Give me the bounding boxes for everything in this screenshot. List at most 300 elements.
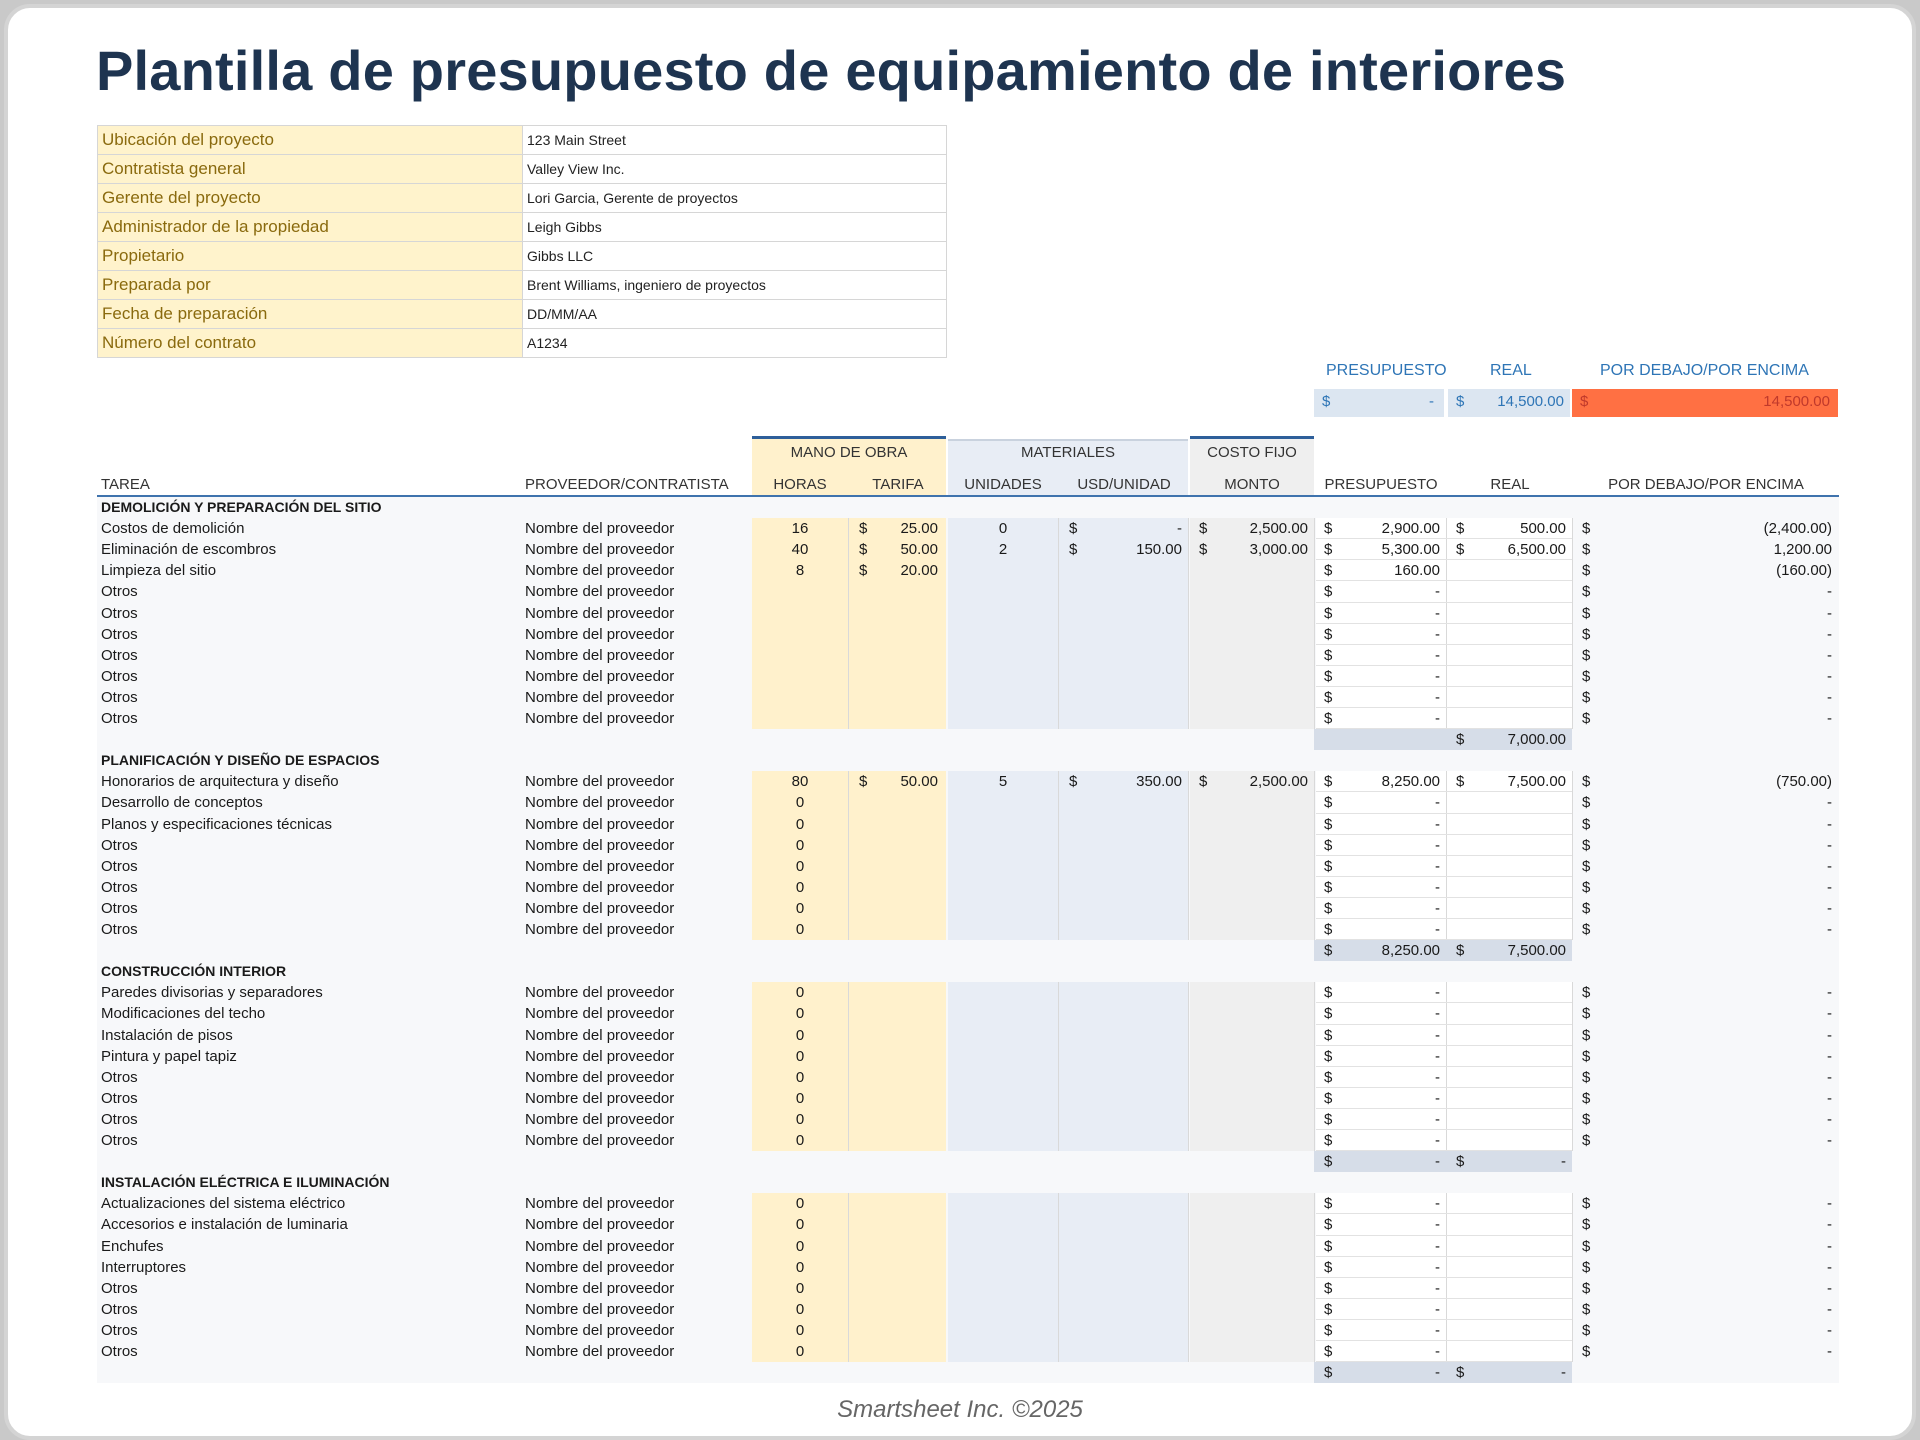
- vendor-cell[interactable]: Nombre del proveedor: [525, 1237, 675, 1255]
- currency-symbol: $: [1199, 773, 1208, 791]
- task-cell[interactable]: Desarrollo de conceptos: [101, 794, 263, 812]
- currency-symbol: $: [1324, 646, 1333, 664]
- currency-symbol: $: [1582, 984, 1591, 1002]
- currency-symbol: $: [1582, 1195, 1591, 1213]
- currency-symbol: $: [1582, 1005, 1591, 1023]
- currency-symbol: $: [1582, 1132, 1591, 1149]
- col-vendor: PROVEEDOR/CONTRATISTA: [525, 476, 729, 493]
- vendor-cell[interactable]: Nombre del proveedor: [525, 984, 675, 1002]
- task-cell[interactable]: Otros: [101, 1089, 138, 1107]
- currency-symbol: $: [1324, 1132, 1333, 1149]
- variance-cell: -: [1827, 836, 1832, 854]
- task-cell[interactable]: Accesorios e instalación de luminaria: [101, 1216, 348, 1234]
- budget-cell: -: [1435, 1216, 1440, 1234]
- info-value-cell[interactable]: Brent Williams, ingeniero de proyectos: [523, 271, 947, 300]
- amount-cell[interactable]: 2,500.00: [1249, 520, 1308, 538]
- subtotal-actual: 7,000.00: [1507, 731, 1566, 749]
- info-row: [98, 242, 947, 271]
- task-cell[interactable]: Otros: [101, 1068, 138, 1086]
- task-cell[interactable]: Otros: [101, 667, 138, 685]
- vendor-cell[interactable]: Nombre del proveedor: [525, 878, 675, 896]
- vendor-cell[interactable]: Nombre del proveedor: [525, 541, 675, 559]
- vendor-cell[interactable]: Nombre del proveedor: [525, 520, 675, 538]
- budget-cell: -: [1435, 857, 1440, 875]
- variance-cell: -: [1827, 1343, 1832, 1360]
- column-divider: [1188, 1193, 1189, 1362]
- summary-actual-value: 14,500.00: [1497, 393, 1564, 410]
- task-cell[interactable]: Enchufes: [101, 1237, 164, 1255]
- currency-symbol: $: [1324, 1153, 1333, 1171]
- hours-cell[interactable]: 0: [795, 984, 805, 1002]
- budget-cell: -: [1435, 1110, 1440, 1128]
- variance-cell: (160.00): [1776, 562, 1832, 580]
- vendor-cell[interactable]: Nombre del proveedor: [525, 1089, 675, 1107]
- currency-symbol: $: [1580, 393, 1589, 410]
- hours-cell[interactable]: 80: [791, 773, 809, 791]
- currency-symbol: $: [1582, 1321, 1591, 1339]
- column-divider: [1314, 1193, 1315, 1362]
- variance-cell: -: [1827, 1089, 1832, 1107]
- currency-symbol: $: [1324, 541, 1333, 559]
- budget-cell: -: [1435, 921, 1440, 938]
- info-label: Gerente del proyecto: [98, 184, 523, 213]
- vendor-cell[interactable]: Nombre del proveedor: [525, 1047, 675, 1065]
- hours-cell[interactable]: 16: [791, 520, 809, 538]
- hours-cell[interactable]: 8: [795, 562, 805, 580]
- unit-price-cell[interactable]: -: [1177, 520, 1182, 538]
- task-cell[interactable]: Otros: [101, 583, 138, 601]
- footer-credit: Smartsheet Inc. ©2025: [837, 1396, 1083, 1423]
- page-title: Plantilla de presupuesto de equipamiento de interiores: [96, 39, 1567, 102]
- info-label: Fecha de preparación: [98, 300, 523, 329]
- vendor-cell[interactable]: Nombre del proveedor: [525, 1068, 675, 1086]
- budget-cell: -: [1435, 1195, 1440, 1213]
- hours-cell[interactable]: 0: [795, 1195, 805, 1213]
- column-divider: [848, 1193, 849, 1362]
- currency-symbol: $: [1324, 1089, 1333, 1107]
- currency-symbol: $: [1324, 1068, 1333, 1086]
- task-cell[interactable]: Planos y especificaciones técnicas: [101, 815, 332, 833]
- budget-cell: -: [1435, 710, 1440, 727]
- currency-symbol: $: [1324, 520, 1333, 538]
- info-value-cell[interactable]: Valley View Inc.: [523, 155, 947, 184]
- vendor-cell[interactable]: Nombre del proveedor: [525, 625, 675, 643]
- column-divider: [1572, 771, 1573, 940]
- task-cell[interactable]: Otros: [101, 878, 138, 896]
- currency-symbol: $: [1324, 1237, 1333, 1255]
- currency-symbol: $: [1582, 794, 1591, 812]
- currency-symbol: $: [1456, 393, 1465, 410]
- hours-cell[interactable]: 0: [795, 1089, 805, 1107]
- column-divider: [1058, 1193, 1059, 1362]
- budget-cell: -: [1435, 1258, 1440, 1276]
- vendor-cell[interactable]: Nombre del proveedor: [525, 1132, 675, 1149]
- currency-symbol: $: [1069, 541, 1078, 559]
- summary-budget-cell[interactable]: [1314, 389, 1444, 417]
- summary-variance-label: POR DEBAJO/POR ENCIMA: [1600, 362, 1809, 379]
- task-cell[interactable]: Otros: [101, 836, 138, 854]
- budget-cell: -: [1435, 794, 1440, 812]
- currency-symbol: $: [1324, 1110, 1333, 1128]
- hours-cell[interactable]: 0: [795, 1258, 805, 1276]
- section-title: INSTALACIÓN ELÉCTRICA E ILUMINACIÓN: [101, 1174, 390, 1191]
- hours-cell[interactable]: 0: [795, 1005, 805, 1023]
- materials-column-bg: [948, 982, 1188, 1151]
- fixed-column-bg: [1190, 982, 1314, 1151]
- amount-cell[interactable]: 3,000.00: [1249, 541, 1308, 559]
- currency-symbol: $: [1582, 1047, 1591, 1065]
- variance-cell: -: [1827, 815, 1832, 833]
- col-rate: TARIFA: [872, 476, 924, 493]
- currency-symbol: $: [1324, 667, 1333, 685]
- units-cell[interactable]: 2: [998, 541, 1008, 559]
- unit-price-cell[interactable]: 350.00: [1136, 773, 1182, 791]
- task-cell[interactable]: Modificaciones del techo: [101, 1005, 266, 1023]
- info-value-cell[interactable]: Lori Garcia, Gerente de proyectos: [523, 184, 947, 213]
- currency-symbol: $: [1324, 1258, 1333, 1276]
- summary-budget-value: -: [1429, 393, 1434, 410]
- task-cell[interactable]: Otros: [101, 899, 138, 917]
- task-cell[interactable]: Eliminación de escombros: [101, 541, 277, 559]
- vendor-cell[interactable]: Nombre del proveedor: [525, 562, 675, 580]
- column-divider: [1314, 518, 1315, 729]
- vendor-cell[interactable]: Nombre del proveedor: [525, 1300, 675, 1318]
- variance-cell: -: [1827, 878, 1832, 896]
- currency-symbol: $: [1324, 773, 1333, 791]
- currency-symbol: $: [1582, 773, 1591, 791]
- col-unit-price: USD/UNIDAD: [1077, 476, 1171, 493]
- task-cell[interactable]: Otros: [101, 1321, 138, 1339]
- variance-cell: -: [1827, 1300, 1832, 1318]
- col-actual: REAL: [1490, 476, 1530, 493]
- section-title: DEMOLICIÓN Y PREPARACIÓN DEL SITIO: [101, 499, 382, 515]
- variance-cell: 1,200.00: [1773, 541, 1832, 559]
- currency-symbol: $: [1582, 1237, 1591, 1255]
- info-row: [98, 126, 947, 155]
- hours-cell[interactable]: 40: [791, 541, 809, 559]
- variance-cell: -: [1827, 857, 1832, 875]
- hours-cell[interactable]: 0: [795, 1026, 805, 1044]
- currency-symbol: $: [1324, 1195, 1333, 1213]
- currency-symbol: $: [1582, 583, 1591, 601]
- currency-symbol: $: [1582, 1026, 1591, 1044]
- vendor-cell[interactable]: Nombre del proveedor: [525, 710, 675, 727]
- currency-symbol: $: [1582, 857, 1591, 875]
- info-value-cell[interactable]: Gibbs LLC: [523, 242, 947, 271]
- rate-cell[interactable]: 25.00: [900, 520, 938, 538]
- column-divider: [1058, 518, 1059, 729]
- column-divider: [1188, 982, 1189, 1151]
- task-cell[interactable]: Otros: [101, 857, 138, 875]
- rate-cell[interactable]: 50.00: [900, 773, 938, 791]
- variance-cell: -: [1827, 1005, 1832, 1023]
- col-amount: MONTO: [1224, 476, 1280, 493]
- summary-variance-cell[interactable]: [1572, 389, 1838, 417]
- amount-cell[interactable]: 2,500.00: [1249, 773, 1308, 791]
- fixed-column-bg: [1190, 771, 1314, 940]
- budget-cell: 2,900.00: [1381, 520, 1440, 538]
- budget-cell: -: [1435, 1068, 1440, 1086]
- vendor-cell[interactable]: Nombre del proveedor: [525, 1279, 675, 1297]
- info-label: Preparada por: [98, 271, 523, 300]
- variance-cell: -: [1827, 625, 1832, 643]
- variance-cell: -: [1827, 794, 1832, 812]
- units-cell[interactable]: 0: [998, 520, 1008, 538]
- hours-cell[interactable]: 0: [795, 794, 805, 812]
- column-divider: [848, 982, 849, 1151]
- budget-cell: -: [1435, 815, 1440, 833]
- task-cell[interactable]: Otros: [101, 921, 138, 938]
- subtotal-budget: -: [1435, 1364, 1440, 1382]
- currency-symbol: $: [1456, 731, 1465, 749]
- vendor-cell[interactable]: Nombre del proveedor: [525, 667, 675, 685]
- variance-cell: -: [1827, 899, 1832, 917]
- budget-cell: -: [1435, 1300, 1440, 1318]
- currency-symbol: $: [1582, 1068, 1591, 1086]
- task-cell[interactable]: Limpieza del sitio: [101, 562, 217, 580]
- currency-symbol: $: [1069, 773, 1078, 791]
- hours-cell[interactable]: 0: [795, 899, 805, 917]
- variance-cell: -: [1827, 710, 1832, 727]
- currency-symbol: $: [859, 520, 868, 538]
- currency-symbol: $: [1324, 710, 1333, 727]
- variance-cell: (750.00): [1776, 773, 1832, 791]
- currency-symbol: $: [1324, 688, 1333, 706]
- task-cell[interactable]: Pintura y papel tapiz: [101, 1047, 237, 1065]
- currency-symbol: $: [1582, 541, 1591, 559]
- subtotal-actual: 7,500.00: [1507, 942, 1566, 960]
- currency-symbol: $: [1582, 1089, 1591, 1107]
- section-title: PLANIFICACIÓN Y DISEÑO DE ESPACIOS: [101, 752, 380, 769]
- currency-symbol: $: [1324, 836, 1333, 854]
- variance-cell: -: [1827, 1237, 1832, 1255]
- variance-cell: -: [1827, 1047, 1832, 1065]
- currency-symbol: $: [859, 541, 868, 559]
- task-cell[interactable]: Otros: [101, 688, 138, 706]
- task-cell[interactable]: Instalación de pisos: [101, 1026, 233, 1044]
- column-divider: [848, 771, 849, 940]
- variance-cell: -: [1827, 667, 1832, 685]
- variance-cell: -: [1827, 984, 1832, 1002]
- hours-cell[interactable]: 0: [795, 921, 805, 938]
- currency-symbol: $: [1324, 984, 1333, 1002]
- info-row: [98, 213, 947, 242]
- task-cell[interactable]: Actualizaciones del sistema eléctrico: [101, 1195, 346, 1213]
- currency-symbol: $: [1582, 520, 1591, 538]
- hours-cell[interactable]: 0: [795, 1343, 805, 1360]
- budget-cell: 160.00: [1394, 562, 1440, 580]
- spreadsheet-page: [4, 4, 1916, 1440]
- info-label: Administrador de la propiedad: [98, 213, 523, 242]
- subtotal-actual: -: [1561, 1364, 1566, 1382]
- currency-symbol: $: [1324, 1005, 1333, 1023]
- variance-cell: -: [1827, 1110, 1832, 1128]
- currency-symbol: $: [1582, 604, 1591, 622]
- task-cell[interactable]: Otros: [101, 604, 138, 622]
- currency-symbol: $: [1582, 562, 1591, 580]
- vendor-cell[interactable]: Nombre del proveedor: [525, 857, 675, 875]
- vendor-cell[interactable]: Nombre del proveedor: [525, 1195, 675, 1213]
- hours-cell[interactable]: 0: [795, 1279, 805, 1297]
- project-info-table: [97, 125, 947, 358]
- task-cell[interactable]: Interruptores: [101, 1258, 187, 1276]
- hours-cell[interactable]: 0: [795, 1047, 805, 1065]
- vendor-cell[interactable]: Nombre del proveedor: [525, 1343, 675, 1360]
- rate-cell[interactable]: 20.00: [900, 562, 938, 580]
- hours-cell[interactable]: 0: [795, 878, 805, 896]
- hours-cell[interactable]: 0: [795, 1068, 805, 1086]
- budget-cell: -: [1435, 1321, 1440, 1339]
- column-divider: [1572, 982, 1573, 1151]
- actual-cell[interactable]: 7,500.00: [1507, 773, 1566, 791]
- variance-cell: -: [1827, 1279, 1832, 1297]
- fixed-column-bg: [1190, 1193, 1314, 1362]
- currency-symbol: $: [1582, 1110, 1591, 1128]
- column-divider: [1446, 771, 1447, 940]
- currency-symbol: $: [1456, 1364, 1465, 1382]
- materials-group-header: MATERIALES: [1021, 444, 1115, 461]
- budget-cell: 5,300.00: [1381, 541, 1440, 559]
- summary-variance-value: 14,500.00: [1763, 393, 1830, 410]
- hours-cell[interactable]: 0: [795, 1216, 805, 1234]
- budget-cell: -: [1435, 688, 1440, 706]
- task-cell[interactable]: Otros: [101, 646, 138, 664]
- variance-cell: -: [1827, 1216, 1832, 1234]
- currency-symbol: $: [1456, 520, 1465, 538]
- task-cell[interactable]: Honorarios de arquitectura y diseño: [101, 773, 339, 791]
- actual-cell[interactable]: 6,500.00: [1507, 541, 1566, 559]
- col-budget: PRESUPUESTO: [1324, 476, 1438, 493]
- hours-cell[interactable]: 0: [795, 1321, 805, 1339]
- info-value-cell[interactable]: Leigh Gibbs: [523, 213, 947, 242]
- info-label: Contratista general: [98, 155, 523, 184]
- task-cell[interactable]: Otros: [101, 1279, 138, 1297]
- vendor-cell[interactable]: Nombre del proveedor: [525, 773, 675, 791]
- vendor-cell[interactable]: Nombre del proveedor: [525, 688, 675, 706]
- column-divider: [1058, 982, 1059, 1151]
- variance-cell: -: [1827, 1068, 1832, 1086]
- vendor-cell[interactable]: Nombre del proveedor: [525, 1005, 675, 1023]
- task-cell[interactable]: Otros: [101, 1110, 138, 1128]
- hours-cell[interactable]: 0: [795, 815, 805, 833]
- currency-symbol: $: [1324, 1216, 1333, 1234]
- summary-actual-cell[interactable]: [1448, 389, 1570, 417]
- column-divider: [1188, 518, 1189, 729]
- hours-cell[interactable]: 0: [795, 1132, 805, 1149]
- currency-symbol: $: [1069, 520, 1078, 538]
- units-cell[interactable]: 5: [998, 773, 1008, 791]
- currency-symbol: $: [1582, 1300, 1591, 1318]
- hours-cell[interactable]: 0: [795, 857, 805, 875]
- currency-symbol: $: [1324, 1026, 1333, 1044]
- summary-budget-label: PRESUPUESTO: [1326, 362, 1447, 379]
- info-row: [98, 329, 947, 358]
- column-divider: [1314, 771, 1315, 940]
- budget-cell: -: [1435, 667, 1440, 685]
- info-value-cell[interactable]: A1234: [523, 329, 947, 358]
- currency-symbol: $: [1324, 942, 1333, 960]
- vendor-cell[interactable]: Nombre del proveedor: [525, 836, 675, 854]
- currency-symbol: $: [1324, 857, 1333, 875]
- currency-symbol: $: [1456, 1153, 1465, 1171]
- hours-cell[interactable]: 0: [795, 1110, 805, 1128]
- currency-symbol: $: [1324, 878, 1333, 896]
- currency-symbol: $: [1324, 625, 1333, 643]
- subtotal-actual: -: [1561, 1153, 1566, 1171]
- column-divider: [1446, 982, 1447, 1151]
- info-value-cell[interactable]: 123 Main Street: [523, 126, 947, 155]
- budget-cell: -: [1435, 1132, 1440, 1149]
- currency-symbol: $: [1582, 1216, 1591, 1234]
- hours-cell[interactable]: 0: [795, 1300, 805, 1318]
- rate-cell[interactable]: 50.00: [900, 541, 938, 559]
- budget-cell: -: [1435, 604, 1440, 622]
- materials-column-bg: [948, 771, 1188, 940]
- currency-symbol: $: [1324, 815, 1333, 833]
- variance-cell: -: [1827, 1026, 1832, 1044]
- info-value-cell[interactable]: DD/MM/AA: [523, 300, 947, 329]
- vendor-cell[interactable]: Nombre del proveedor: [525, 604, 675, 622]
- currency-symbol: $: [1324, 921, 1333, 938]
- currency-symbol: $: [1582, 667, 1591, 685]
- variance-cell: -: [1827, 688, 1832, 706]
- task-cell[interactable]: Otros: [101, 710, 138, 727]
- subtotal-budget: -: [1435, 1153, 1440, 1171]
- task-cell[interactable]: Costos de demolición: [101, 520, 245, 538]
- vendor-cell[interactable]: Nombre del proveedor: [525, 921, 675, 938]
- actual-cell[interactable]: 500.00: [1520, 520, 1566, 538]
- task-cell[interactable]: Paredes divisorias y separadores: [101, 984, 323, 1002]
- vendor-cell[interactable]: Nombre del proveedor: [525, 1216, 675, 1234]
- budget-cell: -: [1435, 1237, 1440, 1255]
- vendor-cell[interactable]: Nombre del proveedor: [525, 899, 675, 917]
- vendor-cell[interactable]: Nombre del proveedor: [525, 646, 675, 664]
- budget-cell: -: [1435, 836, 1440, 854]
- vendor-cell[interactable]: Nombre del proveedor: [525, 815, 675, 833]
- currency-symbol: $: [1582, 1258, 1591, 1276]
- vendor-cell[interactable]: Nombre del proveedor: [525, 1110, 675, 1128]
- task-cell[interactable]: Otros: [101, 1300, 138, 1318]
- task-cell[interactable]: Otros: [101, 1343, 138, 1360]
- column-divider: [1446, 1193, 1447, 1362]
- vendor-cell[interactable]: Nombre del proveedor: [525, 1258, 675, 1276]
- budget-cell: -: [1435, 984, 1440, 1002]
- currency-symbol: $: [1456, 541, 1465, 559]
- vendor-cell[interactable]: Nombre del proveedor: [525, 794, 675, 812]
- budget-cell: -: [1435, 646, 1440, 664]
- currency-symbol: $: [1324, 562, 1333, 580]
- currency-symbol: $: [1582, 1343, 1591, 1360]
- task-cell[interactable]: Otros: [101, 1132, 138, 1149]
- budget-cell: 8,250.00: [1381, 773, 1440, 791]
- section-title: CONSTRUCCIÓN INTERIOR: [101, 963, 287, 980]
- currency-symbol: $: [1322, 393, 1331, 410]
- vendor-cell[interactable]: Nombre del proveedor: [525, 1026, 675, 1044]
- info-row: [98, 155, 947, 184]
- currency-symbol: $: [1456, 942, 1465, 960]
- hours-cell[interactable]: 0: [795, 836, 805, 854]
- currency-symbol: $: [1582, 878, 1591, 896]
- hours-cell[interactable]: 0: [795, 1237, 805, 1255]
- vendor-cell[interactable]: Nombre del proveedor: [525, 1321, 675, 1339]
- column-divider: [1188, 771, 1189, 940]
- unit-price-cell[interactable]: 150.00: [1136, 541, 1182, 559]
- currency-symbol: $: [1324, 1279, 1333, 1297]
- vendor-cell[interactable]: Nombre del proveedor: [525, 583, 675, 601]
- currency-symbol: $: [1582, 710, 1591, 727]
- task-cell[interactable]: Otros: [101, 625, 138, 643]
- column-divider: [848, 518, 849, 729]
